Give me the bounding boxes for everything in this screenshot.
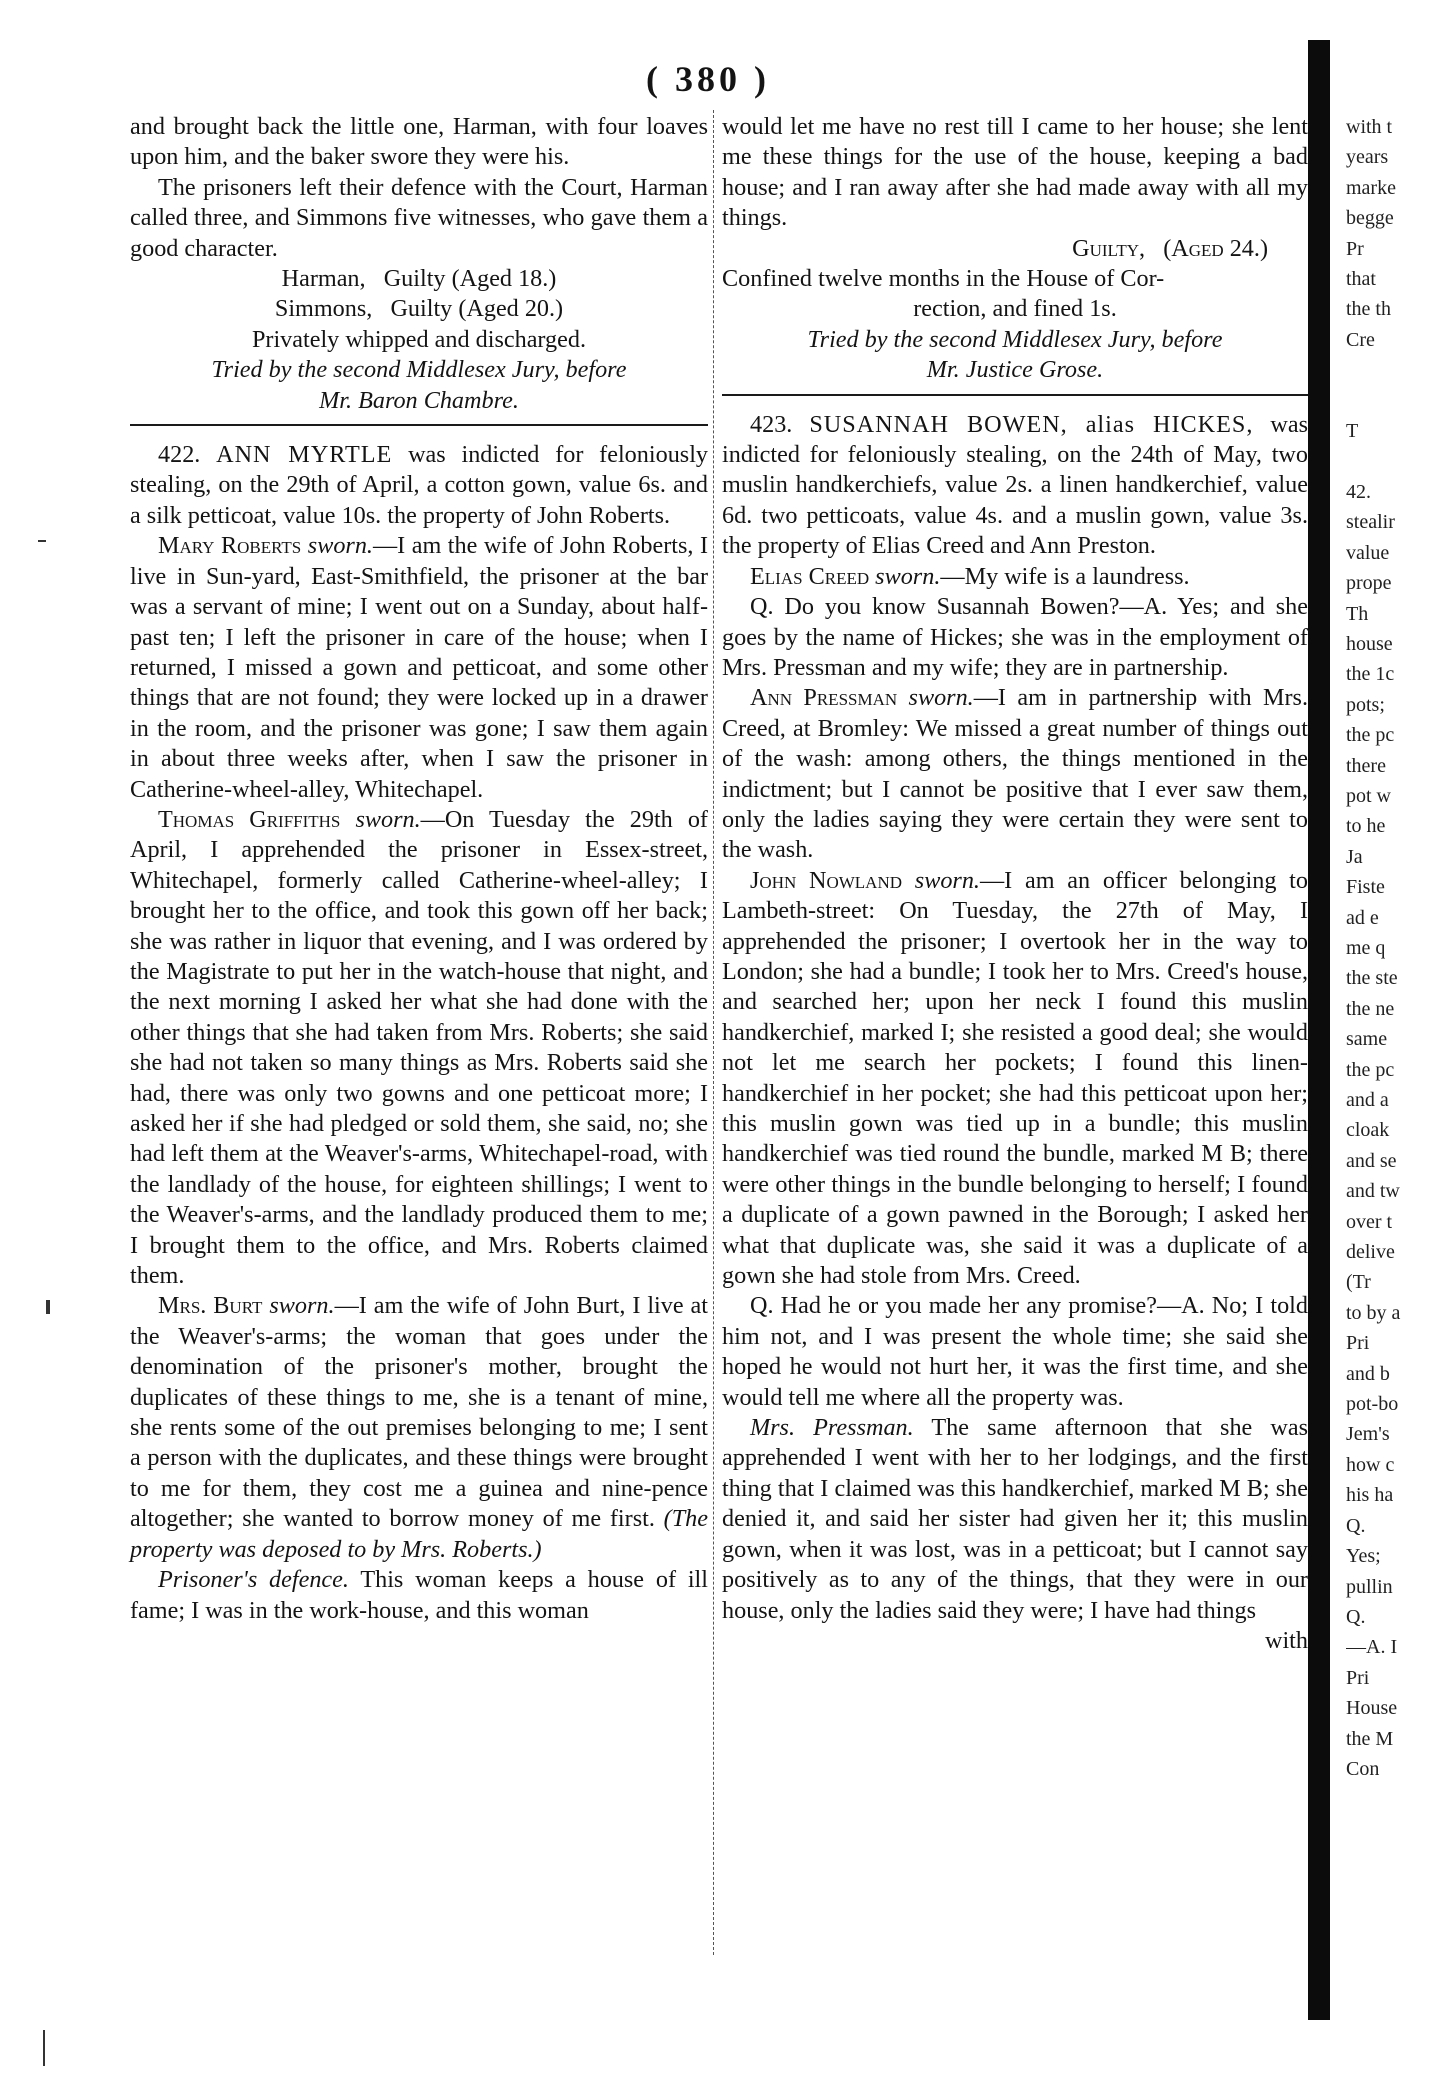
- fragment-line: the 1c: [1346, 663, 1395, 686]
- tried-line-1: Tried by the second Middlesex Jury, before: [807, 325, 1223, 353]
- fragment-line: Pri: [1346, 1332, 1370, 1355]
- case-text: was indicted for feloniously stealing, on the 24th of May, two muslin handkerchiefs, value 2s. a linen handkerchief, value 6d. two petticoats, value 4s. and a muslin gown, value 3s. the property of Elias Creed and Ann Preston.: [722, 410, 1309, 560]
- fragment-line: Ja: [1346, 845, 1363, 868]
- witness-name: John Nowland: [750, 866, 903, 894]
- defence-label: Prisoner's defence.: [158, 1566, 349, 1594]
- fragment-line: begge: [1346, 207, 1394, 230]
- deposition-note: (The property was deposed to by Mrs. Roberts.): [130, 1505, 708, 1563]
- prisoner-defence: [130, 1565, 708, 1626]
- fragment-line: Fiste: [1346, 876, 1385, 899]
- tried-line-2: Mr. Justice Grose.: [926, 356, 1104, 384]
- fragment-line: [1346, 386, 1429, 416]
- fragment-line: (Tr: [1346, 1271, 1371, 1294]
- section-rule: [722, 394, 1308, 396]
- fragment-line: me q: [1346, 936, 1386, 959]
- left-para-1: and brought back the little one, Harman, with four loaves upon him, and the baker swore they were his.: [130, 113, 708, 171]
- page-binding-shadow: [1308, 40, 1330, 2020]
- sworn-label: sworn.: [908, 684, 974, 712]
- verdict-simmons: Simmons, Guilty (Aged 20.): [274, 295, 564, 323]
- fragment-line: with t: [1346, 116, 1393, 138]
- tried-line-1: Tried by the second Middlesex Jury, before: [211, 356, 627, 384]
- page-number: ( 380 ): [646, 59, 770, 99]
- sentence: Privately whipped and discharged.: [251, 325, 587, 353]
- fragment-line: Con: [1346, 1757, 1380, 1780]
- sworn-label: sworn.: [307, 532, 373, 560]
- verdict-harman: Harman, Guilty (Aged 18.): [281, 265, 557, 293]
- fragment-line: the M: [1346, 1727, 1394, 1750]
- sworn-label: sworn.: [914, 866, 980, 894]
- fragment-line: 42.: [1346, 480, 1371, 503]
- witness-elias-creed: [722, 562, 1308, 592]
- fragment-line: Th: [1346, 602, 1369, 625]
- fragment-line: and se: [1346, 1149, 1397, 1172]
- fragment-line: Cre: [1346, 328, 1375, 351]
- question-2: Q. Had he or you made her any promise?—A. No; I told him not, and I was present the whole time; she said she hoped he would not hurt her, it was the first time, and she would tell me where all the property was.: [722, 1292, 1308, 1411]
- fragment-line: [1346, 355, 1429, 385]
- fragment-line: pullin: [1346, 1575, 1393, 1598]
- fragment-line: to by a: [1346, 1301, 1401, 1324]
- fragment-line: his ha: [1346, 1484, 1394, 1507]
- fragment-line: House: [1346, 1697, 1398, 1720]
- fragment-line: the th: [1346, 298, 1391, 321]
- fragment-line: pot-bo: [1346, 1393, 1399, 1416]
- left-para-2: The prisoners left their defence with the Court, Harman called three, and Simmons five witnesses, who gave them a good character.: [130, 173, 708, 262]
- case-number: 423.: [750, 410, 793, 438]
- fragment-line: value: [1346, 541, 1390, 564]
- witness-john-nowland: [722, 866, 1308, 1292]
- fragment-line: Yes;: [1346, 1545, 1381, 1568]
- fragment-line: [1346, 446, 1429, 476]
- case-number: 422.: [158, 441, 201, 469]
- testimony: —My wife is a laundress.: [940, 562, 1190, 590]
- testimony: —I am the wife of John Roberts, I live in Sun-yard, East-Smithfield, the prisoner at the bar was a servant of mine; I went out on a Sunday, about half-past ten; I left the prisoner in care of the house; when I returned, I missed a gown and petticoat, and some other things that are not found; they were locked up in a drawer in the room, and the prisoner was gone; I saw them again in about three weeks after, when I saw the prisoner in Catherine-wheel-alley, Whitechapel.: [130, 532, 709, 803]
- fragment-line: that: [1346, 268, 1376, 291]
- fragment-line: T: [1346, 420, 1359, 443]
- witness-ann-pressman: [722, 683, 1308, 865]
- fragment-line: and b: [1346, 1362, 1390, 1385]
- fragment-line: to he: [1346, 815, 1386, 838]
- fragment-line: delive: [1346, 1241, 1395, 1264]
- fragment-line: Pri: [1346, 1666, 1370, 1689]
- fragment-line: the ste: [1346, 967, 1398, 990]
- column-divider: [713, 110, 714, 1955]
- witness-mrs-pressman: [722, 1413, 1308, 1626]
- case-name: SUSANNAH BOWEN, alias HICKES,: [809, 410, 1254, 438]
- testimony: —I am an officer belonging to Lambeth-street: On Tuesday, the 27th of May, I apprehended the prisoner; I overtook her in the way to London; she had a bundle; I took her to Mrs. Creed's house, and searched her; upon her neck I found this muslin handkerchief, marked I; she resisted a good deal; she would not let me search her pockets; I found this linen-handkerchief in her pocket; she had this petticoat upon her; this muslin gown was tied up in a bundle; this muslin handkerchief was tied round the bundle, marked M B; there were other things in the bundle belonging to herself; I found a duplicate of a gown pawned in the Borough; I asked her what that duplicate was, she said it was a duplicate of a gown she had stole from Mrs. Creed.: [722, 866, 1308, 1290]
- witness-thomas-griffiths: [130, 805, 708, 1292]
- next-page-fragment: [1346, 112, 1429, 1912]
- sworn-label: sworn.: [355, 805, 421, 833]
- left-column: [130, 112, 708, 1626]
- fragment-line: the pc: [1346, 724, 1395, 747]
- fragment-line: house: [1346, 632, 1393, 655]
- testimony: —I am the wife of John Burt, I live at the Weaver's-arms; the woman that goes under the denomination of the prisoner's mother, brought the duplicates of these things to me, she is a tenant of mine, she rents some of the out premises belonging to me; I sent a person with the duplicates, and these things were brought to me for them, they cost me a guinea and nine-pence altogether; she wanted to borrow money of me first.: [130, 1292, 709, 1533]
- tried-line-2: Mr. Baron Chambre.: [319, 386, 519, 414]
- right-column: [722, 112, 1308, 1656]
- witness-name: Mrs. Burt: [158, 1292, 263, 1320]
- sworn-label: sworn.: [875, 562, 941, 590]
- fragment-line: there: [1346, 754, 1386, 777]
- witness-mrs-burt: [130, 1291, 708, 1565]
- fragment-line: and tw: [1346, 1180, 1400, 1203]
- fragment-line: Q.: [1346, 1605, 1366, 1628]
- sworn-label: sworn.: [269, 1292, 335, 1320]
- fragment-line: marke: [1346, 176, 1396, 199]
- testimony: —On Tuesday the 29th of April, I apprehended the prisoner in Essex-street, Whitechapel, formerly called Catherine-wheel-alley; I brought her to the office, and took this gown off her back; she was rather in liquor that evening, and I was ordered by the Magistrate to put her in the watch-house that night, and the next morning I asked her what she had done with the other things that she had taken from Mrs. Roberts; she said she had not taken so many things as Mrs. Roberts said she had, there was only two gowns and one petticoat more; I asked her if she had pledged or sold them, she said, no; she had left them at the Weaver's-arms, Whitechapel-road, with the landlady of the house, for eighteen shillings; I went to the Weaver's-arms, and the landlady produced them to me; I brought them to the office, and Mrs. Roberts claimed them.: [130, 805, 708, 1290]
- verdict-myrtle: Guilty, (Aged 24.): [1072, 234, 1268, 262]
- catchword: with: [1264, 1626, 1308, 1654]
- testimony: —I am in partnership with Mrs. Creed, at Bromley: We missed a great number of things out of the wash: among others, the things mentioned in the indictment; but I cannot be positive that I ever saw them, only the ladies saying they were certain they were sent to the wash.: [722, 684, 1309, 864]
- fragment-line: and a: [1346, 1089, 1389, 1111]
- witness-name: Mary Roberts: [158, 532, 302, 560]
- scan-speck: [46, 1300, 50, 1314]
- testimony: The same afternoon that she was apprehended I went with her to her lodgings, and the first thing that I claimed was this handkerchief, marked M B; she denied it, and said her sister had given her it; this muslin gown, when it was lost, was in a petticoat; but I cannot say positively as to any of the things, that they were in our house, only the ladies said they were; I have had things: [722, 1414, 1308, 1624]
- fragment-line: —A. I: [1346, 1636, 1398, 1659]
- fragment-line: pots;: [1346, 693, 1385, 716]
- witness-name: Ann Pressman: [750, 684, 898, 712]
- question-1: Q. Do you know Susannah Bowen?—A. Yes; and she goes by the name of Hickes; she was in the employment of Mrs. Pressman and my wife; they are in partnership.: [722, 593, 1308, 681]
- fragment-line: same: [1346, 1028, 1388, 1051]
- fragment-line: Jem's: [1346, 1423, 1390, 1446]
- scan-speck: [43, 2030, 45, 2066]
- witness-label: Mrs. Pressman.: [750, 1414, 914, 1442]
- fragment-line: the ne: [1346, 997, 1395, 1020]
- witness-mary-roberts: [130, 531, 708, 805]
- scan-speck: [38, 540, 46, 542]
- witness-name: Elias Creed: [750, 562, 870, 590]
- fragment-line: prope: [1346, 572, 1392, 595]
- section-rule: [130, 424, 708, 426]
- fragment-line: the pc: [1346, 1058, 1395, 1081]
- fragment-line: pot w: [1346, 784, 1391, 807]
- case-text: was indicted for feloniously stealing, on the 29th of April, a cotton gown, value 6s. and a silk petticoat, value 10s. the property of John Roberts.: [130, 441, 709, 529]
- fragment-line: years: [1346, 146, 1389, 169]
- fragment-line: how c: [1346, 1453, 1395, 1476]
- case-name: ANN MYRTLE: [216, 441, 393, 469]
- defence-text: This woman keeps a house of ill fame; I was in the work-house, and this woman: [130, 1566, 708, 1624]
- fragment-line: Pr: [1346, 237, 1364, 260]
- fragment-line: cloak: [1346, 1119, 1390, 1142]
- right-para-1: would let me have no rest till I came to her house; she lent me these things for the use of the house, keeping a bad house; and I ran away after she had made away with all my things.: [722, 113, 1308, 232]
- fragment-line: Q.: [1346, 1514, 1366, 1537]
- sentence-line-1: Confined twelve months in the House of Cor-: [722, 265, 1165, 293]
- fragment-line: stealir: [1346, 511, 1395, 534]
- case-422: [130, 440, 708, 531]
- fragment-line: over t: [1346, 1210, 1393, 1233]
- witness-name: Thomas Griffiths: [158, 805, 341, 833]
- sentence-line-2: rection, and fined 1s.: [913, 295, 1117, 323]
- fragment-line: ad e: [1346, 906, 1379, 929]
- case-423: [722, 410, 1308, 562]
